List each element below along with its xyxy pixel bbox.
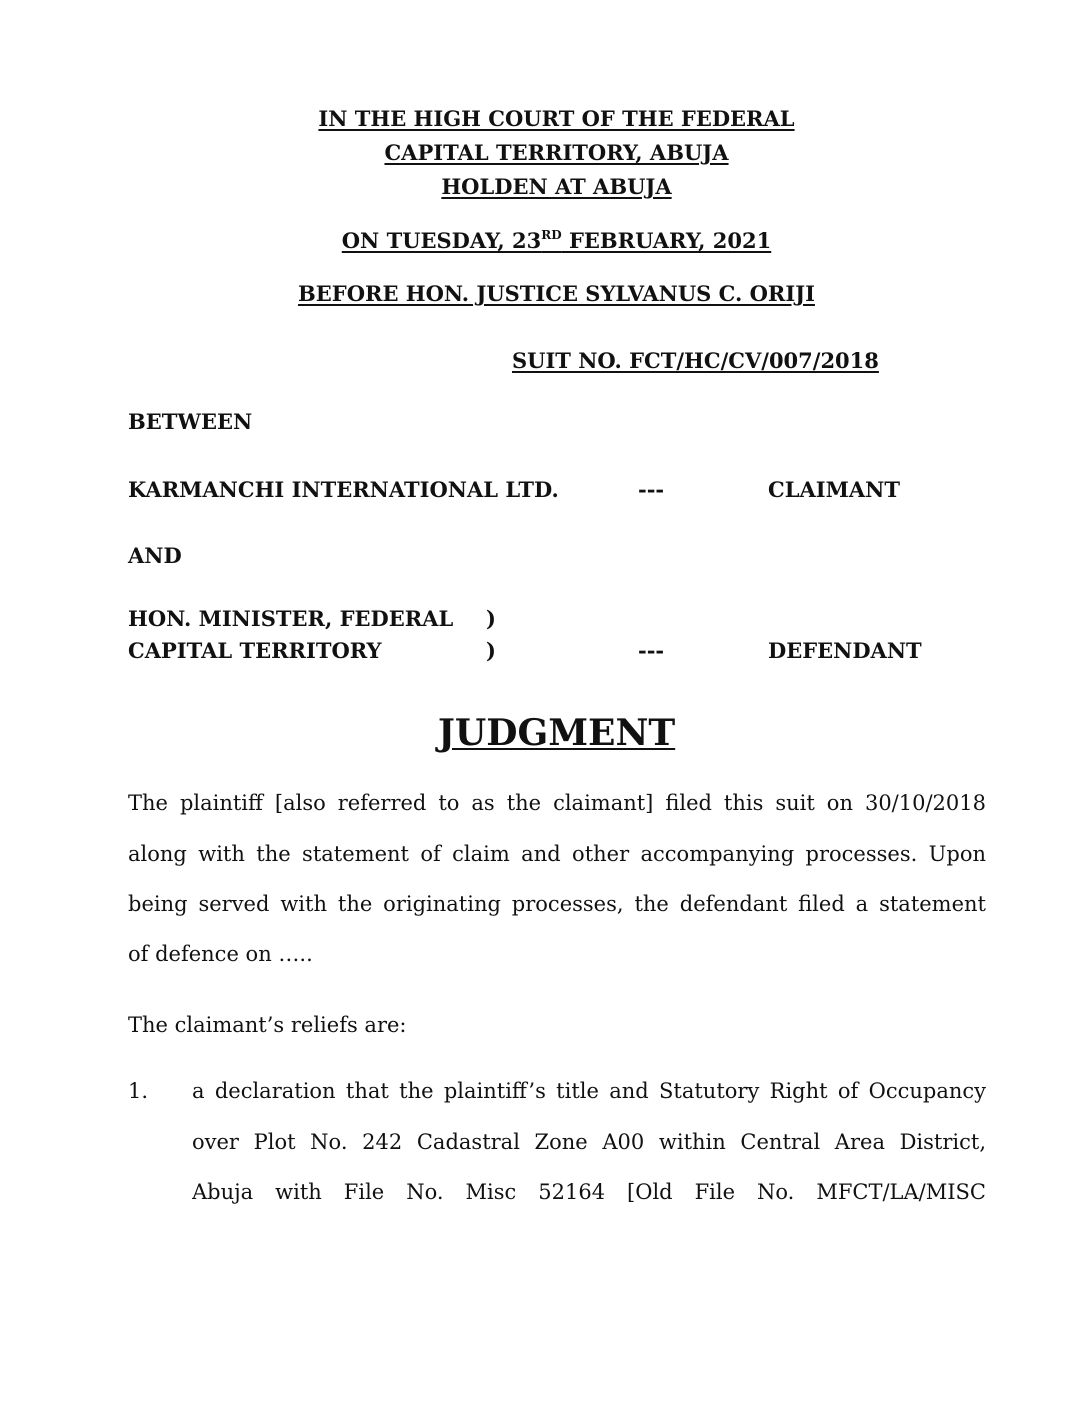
relief-number: 1. [128,1079,149,1103]
claimant-name: KARMANCHI INTERNATIONAL LTD. [128,477,559,502]
claimant-role: CLAIMANT [768,477,900,502]
hearing-date-ordinal: RD [541,228,562,242]
defendant-name-line-1: HON. MINISTER, FEDERAL [128,606,454,631]
claimant-dashes: --- [638,477,665,502]
court-name-line-1: IN THE HIGH COURT OF THE FEDERAL [318,106,795,131]
paragraph-line: of defence on ….. [128,942,313,966]
judgment-title: JUDGMENT [437,712,676,754]
relief-line: over Plot No. 242 Cadastral Zone A00 within Central Area District, [192,1130,986,1154]
hearing-date [0,228,1088,253]
between-label: BETWEEN [128,409,253,434]
hearing-date-prefix: ON TUESDAY, 23 [341,228,542,253]
reliefs-intro: The claimant’s reliefs are: [128,1013,407,1037]
paragraph-line: along with the statement of claim and other accompanying processes. Upon [128,842,986,866]
defendant-bracket-2: ) [486,638,496,663]
relief-line: a declaration that the plaintiff’s title and Statutory Right of Occupancy [192,1079,986,1103]
defendant-dashes: --- [638,638,665,663]
paragraph-line: being served with the originating processes, the defendant filed a statement [128,892,986,916]
presiding-judge: BEFORE HON. JUSTICE SYLVANUS C. ORIJI [298,281,815,306]
defendant-role: DEFENDANT [768,638,922,663]
hearing-date-suffix: FEBRUARY, 2021 [561,228,772,253]
defendant-bracket-1: ) [486,606,496,631]
court-location: HOLDEN AT ABUJA [441,174,672,199]
paragraph-line: The plaintiff [also referred to as the claimant] filed this suit on 30/10/2018 [128,791,986,815]
suit-number: SUIT NO. FCT/HC/CV/007/2018 [512,348,879,373]
defendant-name-line-2: CAPITAL TERRITORY [128,638,382,663]
relief-line: Abuja with File No. Misc 52164 [Old File No. MFCT/LA/MISC [192,1180,986,1204]
and-label: AND [128,543,182,568]
court-name-line-2: CAPITAL TERRITORY, ABUJA [384,140,729,165]
